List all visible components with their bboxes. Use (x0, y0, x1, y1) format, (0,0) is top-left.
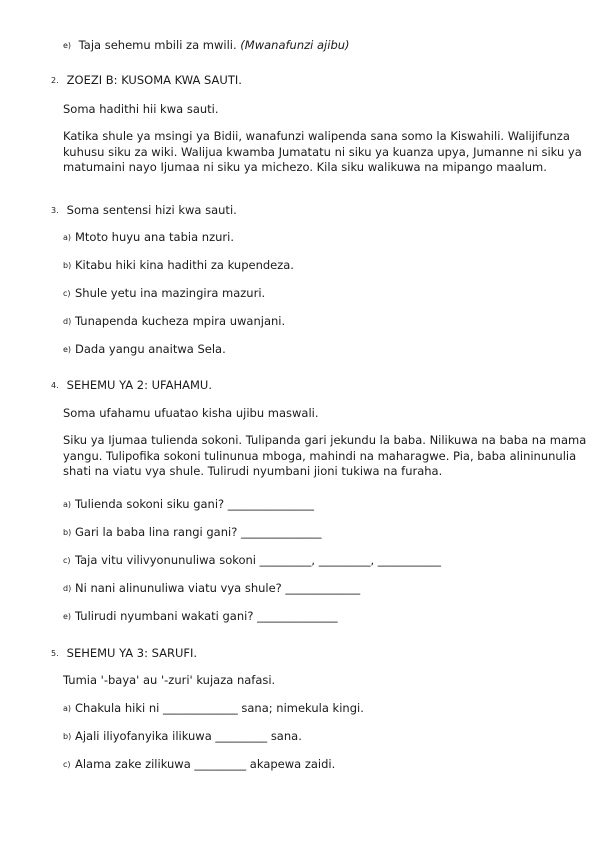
list-item (63, 229, 234, 246)
section-5-instruction: Tumia '-baya' au '-zuri' kujaza nafasi. (63, 673, 276, 687)
item-text: Tunapenda kucheza mpira uwanjani. (75, 314, 286, 328)
section-number: 5. (51, 649, 59, 658)
question-item (63, 728, 302, 745)
question-text: Tulienda sokoni siku gani? _______________ (75, 497, 315, 511)
item-text: Mtoto huyu ana tabia nzuri. (75, 230, 234, 244)
section-title: SEHEMU YA 3: SARUFI. (66, 646, 198, 660)
list-item (63, 257, 294, 274)
item-marker: c) (63, 760, 71, 769)
section-3-heading (51, 202, 237, 219)
section-number: 4. (51, 381, 59, 390)
item-marker: b) (63, 528, 72, 537)
item-text: Shule yetu ina mazingira mazuri. (75, 286, 266, 300)
section-number: 2. (51, 76, 59, 85)
list-item (63, 341, 226, 358)
section-title: SEHEMU YA 2: UFAHAMU. (66, 378, 212, 392)
item-text: Kitabu hiki kina hadithi za kupendeza. (75, 258, 294, 272)
question-text: Taja vitu vilivyonunuliwa sokoni _________, _________, ___________ (75, 553, 442, 567)
question-text: Taja sehemu mbili za mwili. (78, 38, 237, 52)
item-marker: b) (63, 732, 72, 741)
section-title: ZOEZI B: KUSOMA KWA SAUTI. (66, 73, 242, 87)
item-marker: a) (63, 500, 72, 509)
section-title: Soma sentensi hizi kwa sauti. (66, 203, 237, 217)
item-marker: c) (63, 556, 71, 565)
section-4-heading (51, 377, 212, 394)
question-text: Ajali iliyofanyika ilikuwa _________ sana. (75, 729, 302, 743)
question-note: (Mwanafunzi ajibu) (240, 38, 350, 52)
question-text: Ni nani alinunuliwa viatu vya shule? _____________ (75, 581, 361, 595)
section-4-instruction: Soma ufahamu ufuatao kisha ujibu maswali. (63, 406, 319, 420)
list-item (63, 285, 265, 302)
item-marker: e) (63, 41, 72, 50)
question-text: Alama zake zilikuwa _________ akapewa zaidi. (75, 757, 336, 771)
item-text: Dada yangu anaitwa Sela. (75, 342, 226, 356)
question-item (63, 700, 364, 717)
question-item (63, 608, 338, 625)
question-text: Tulirudi nyumbani wakati gani? ______________ (75, 609, 338, 623)
section-4-story: Siku ya Ijumaa tulienda sokoni. Tulipanda gari jekundu la baba. Nilikuwa na baba na mama yangu. Tulipofika sokoni tulinunua mboga, mahindi na maharagwe. Pia, baba alininunulia shati na viatu vya shule. Tulirudi nyumbani jioni tukiwa na furaha. (63, 433, 587, 478)
item-marker: e) (63, 612, 72, 621)
item-marker: a) (63, 704, 72, 713)
question-item (63, 552, 441, 569)
item-marker: e) (63, 345, 72, 354)
section-number: 3. (51, 206, 59, 215)
section-2-instruction: Soma hadithi hii kwa sauti. (63, 102, 219, 116)
item-marker: a) (63, 233, 72, 242)
question-item (63, 580, 360, 597)
question-item (63, 756, 335, 773)
item-marker: c) (63, 289, 71, 298)
item-marker: b) (63, 261, 72, 270)
list-item (63, 313, 285, 330)
question-text: Gari la baba lina rangi gani? ______________ (75, 525, 322, 539)
section-2-heading (51, 72, 242, 89)
section-5-heading (51, 645, 197, 662)
question-e-prev (63, 37, 350, 54)
question-item (63, 524, 321, 541)
question-item (63, 496, 314, 513)
item-marker: d) (63, 317, 72, 326)
section-2-story: Katika shule ya msingi ya Bidii, wanafunzi walipenda sana somo la Kiswahili. Walijifunza kuhusu siku za wiki. Walijua kwamba Jumatatu ni siku ya kuanza upya, Jumanne ni siku ya matumaini nayo Ijumaa ni siku ya michezo. Kila siku walikuwa na mipango maalum. (63, 129, 582, 174)
item-marker: d) (63, 584, 72, 593)
question-text: Chakula hiki ni _____________ sana; nimekula kingi. (75, 701, 364, 715)
